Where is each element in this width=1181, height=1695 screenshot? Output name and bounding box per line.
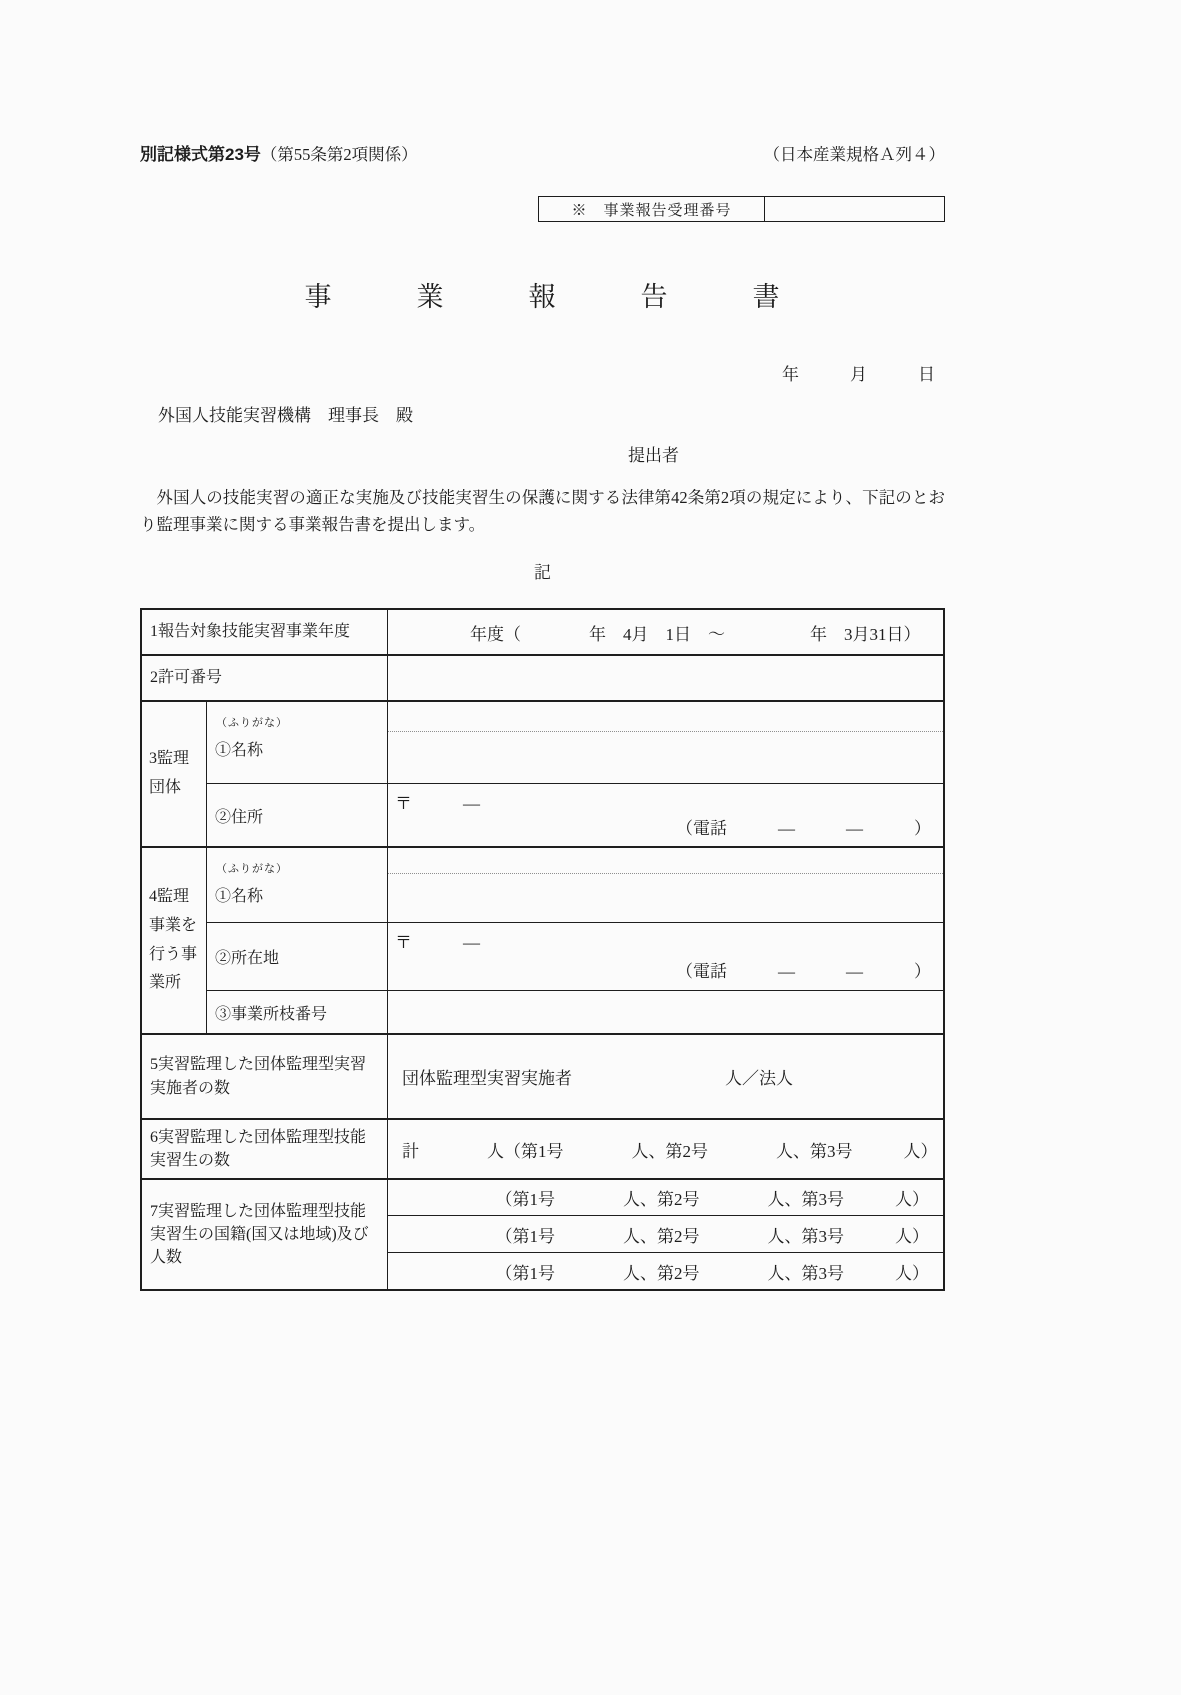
supervising-org-name-caption: ①名称 — [215, 742, 264, 759]
date-line: 年 月 日 — [782, 365, 935, 384]
nationality-row-3-field[interactable]: （第1号 人、第2号 人、第3号 人） — [402, 1263, 929, 1283]
receipt-number-label: ※ 事業報告受理番号 — [539, 197, 765, 221]
office-branch-number-field[interactable] — [388, 991, 943, 1035]
implementers-count-label: 5実習監理した団体監理型実習実施者の数 — [142, 1035, 388, 1120]
office-furigana-label: （ふりがな） — [216, 863, 288, 875]
nationality-section-label: 7実習監理した団体監理型技能実習生の国籍(国又は地域)及び人数 — [142, 1180, 388, 1289]
form-header — [140, 140, 945, 162]
supervising-org-phone-field[interactable]: （電話 ― ― ） — [676, 819, 931, 838]
nationality-row-1-field[interactable]: （第1号 人、第2号 人、第3号 人） — [388, 1180, 943, 1216]
record-heading: 記 — [534, 563, 551, 582]
form-id-block — [140, 140, 418, 165]
supervising-org-name-field[interactable] — [388, 702, 943, 784]
document-title: 事 業 報 告 書 — [304, 282, 781, 312]
receipt-number-field[interactable] — [765, 197, 944, 221]
office-address-label: ②所在地 — [207, 923, 388, 991]
office-furigana-field[interactable] — [388, 848, 943, 874]
fiscal-year-label: 1報告対象技能実習事業年度 — [142, 610, 388, 656]
addressee-line: 外国人技能実習機構 理事長 殿 — [158, 406, 413, 425]
permit-number-field[interactable] — [388, 656, 943, 702]
trainees-count-field[interactable]: 計 人（第1号 人、第2号 人、第3号 人） — [388, 1120, 943, 1180]
office-phone-field[interactable]: （電話 ― ― ） — [676, 962, 931, 981]
report-table — [140, 608, 945, 1291]
paper-standard-note: （日本産業規格Ａ列４） — [763, 145, 945, 164]
office-name-field[interactable] — [388, 848, 943, 923]
form-number: 別記様式第23号 — [140, 145, 261, 164]
office-postal-field[interactable]: 〒 ― — [395, 933, 480, 952]
office-address-field[interactable] — [388, 923, 943, 991]
supervising-org-postal-field[interactable]: 〒 ― — [395, 794, 480, 813]
supervising-org-address-label: ②住所 — [207, 784, 388, 848]
submitter-label: 提出者 — [628, 446, 679, 465]
supervising-org-name-label — [207, 702, 388, 784]
receipt-number-box — [538, 196, 945, 222]
form-number-note: （第55条第2項関係） — [260, 145, 418, 164]
body-paragraph: 外国人の技能実習の適正な実施及び技能実習生の保護に関する法律第42条第2項の規定により、下記のとおり監理事業に関する事業報告書を提出します。 — [140, 488, 946, 534]
supervising-org-address-field[interactable] — [388, 784, 943, 848]
office-name-label — [207, 848, 388, 923]
office-section-label: 4監理事業を行う事業所 — [142, 848, 207, 1035]
nationality-row-2-field[interactable]: （第1号 人、第2号 人、第3号 人） — [388, 1216, 943, 1253]
office-name-caption: ①名称 — [215, 888, 264, 905]
office-branch-number-label: ③事業所枝番号 — [207, 991, 388, 1035]
permit-number-label: 2許可番号 — [142, 656, 388, 702]
implementers-count-field[interactable]: 団体監理型実習実施者 人／法人 — [388, 1035, 943, 1120]
fiscal-year-field[interactable]: 年度（ 年 4月 1日 ～ 年 3月31日） — [388, 610, 943, 656]
supervising-org-furigana-field[interactable] — [388, 702, 943, 732]
supervising-org-section-label: 3監理団体 — [142, 702, 207, 848]
trainees-count-label: 6実習監理した団体監理型技能実習生の数 — [142, 1120, 388, 1180]
document-content — [140, 140, 945, 1291]
supervising-org-furigana-label: （ふりがな） — [216, 717, 288, 729]
